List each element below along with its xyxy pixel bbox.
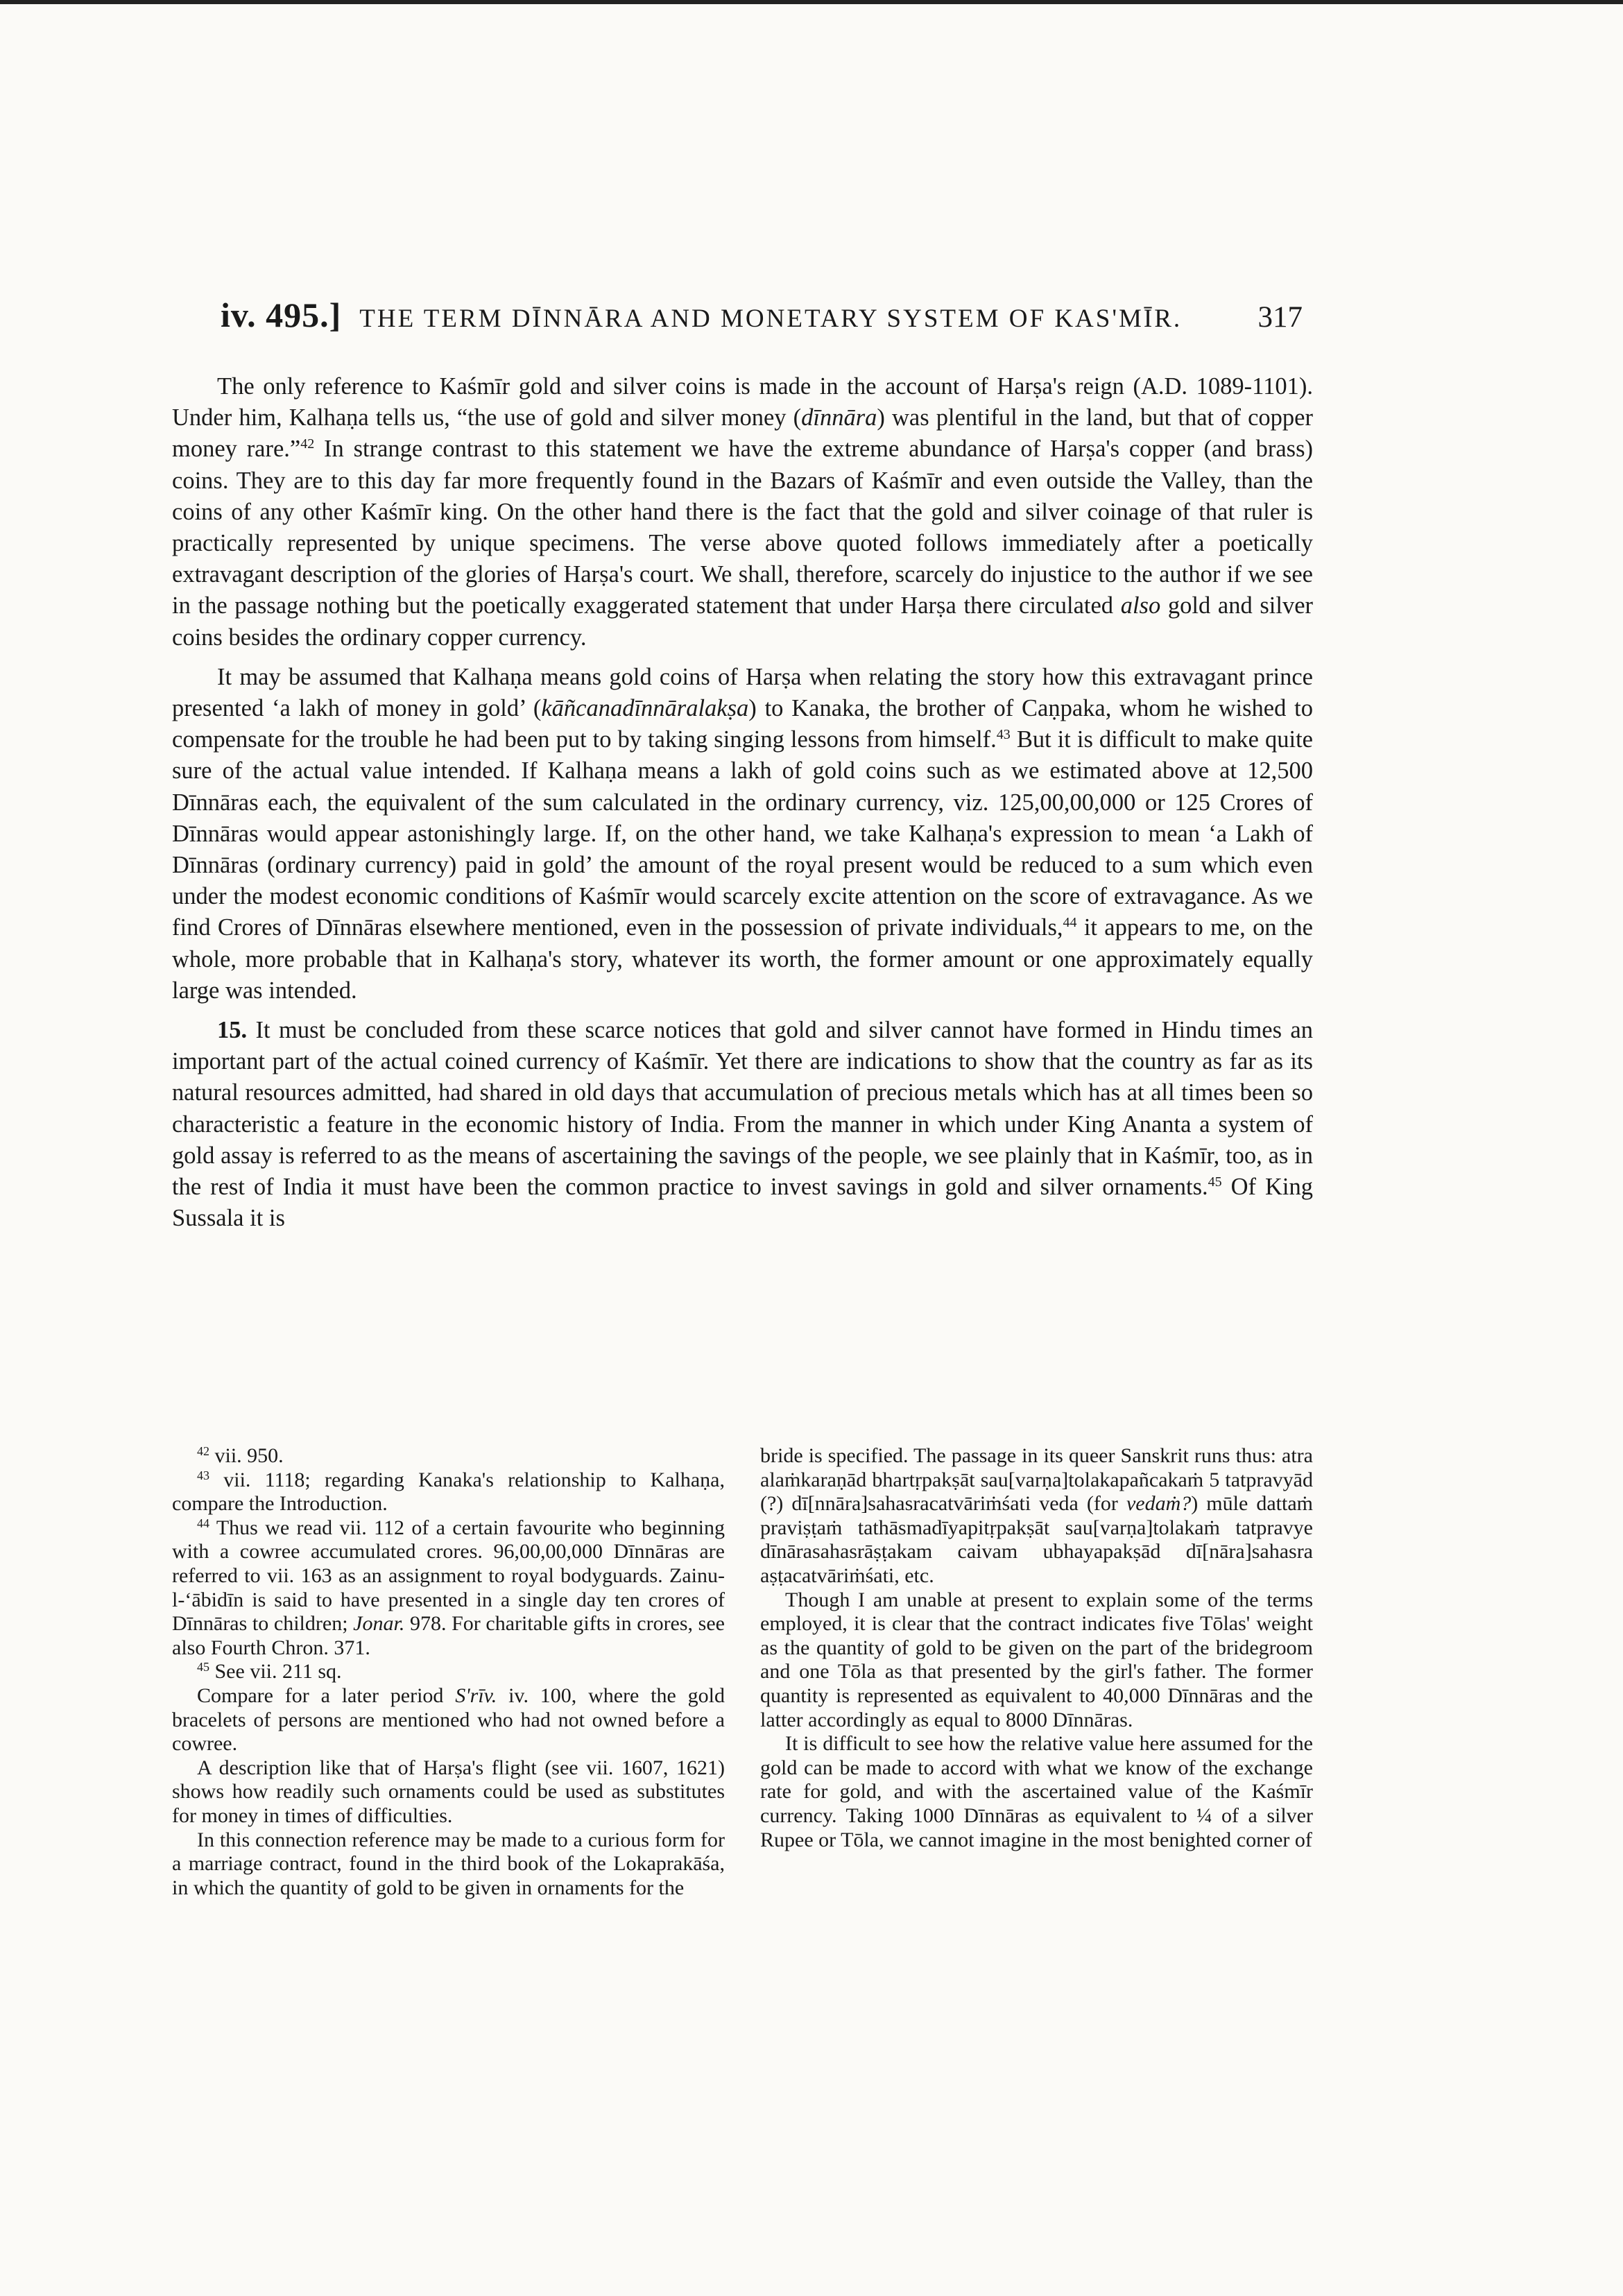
text-run: In strange contrast to this statement we have the extreme abundance of Harṣa's copper (and brass) coins. They are to this day far more frequently found in the Bazars of Kaśmīr and even outside the Valley, than the coins of any other Kaśmīr king. On the other hand there is the fact that the gold and silver coinage of that ruler is practically represented by unique specimens. The verse above quoted follows immediately after a poetically extravagant description of the glories of Harṣa's court. We shall, therefore, scarcely do injustice to the author if we see in the passage nothing but the poetically exaggerated statement that under Harṣa there circulated bbox=[172, 436, 1313, 619]
footnote-mark: 42 bbox=[197, 1444, 209, 1458]
footnote-mark: 44 bbox=[197, 1516, 209, 1530]
text-run: But it is difficult to make quite sure of the actual value intended. If Kalhaṇa means a lakh of gold coins such as we estimated above at 12,500 Dīnnāras each, the equivalent of the sum calculated in the ordinary currency, viz. 125,00,00,000 or 125 Crores of Dīnnāras would appear astonishingly large. If, on the other hand, we take Kalhaṇa's expression to mean ‘a Lakh of Dīnnāras (ordinary currency) paid in gold’ the amount of the royal present would be reduced to a sum which even under the modest economic conditions of Kaśmīr would scarcely excite attention on the score of extravagance. As we find Crores of Dīnnāras elsewhere mentioned, even in the possession of private individuals, bbox=[172, 726, 1313, 941]
footnote-45-continued: Though I am unable at present to explain some of the terms employed, it is clear that the contract indicates five Tōlas' weight as the quantity of gold to be given on the part of the bridegroom and one Tōla as that presented by the girl's father. The former quantity is represented as equivalent to 40,000 Dīnnāras and the latter accordingly as equal to 8000 Dīnnāras. bbox=[760, 1588, 1313, 1731]
footnote-mark: 43 bbox=[197, 1468, 209, 1482]
italic-term: S'rīv. bbox=[455, 1684, 497, 1707]
footnote-ref-44: 44 bbox=[1063, 915, 1077, 931]
paragraph-3 bbox=[172, 1015, 1313, 1234]
section-reference: iv. 495.] bbox=[221, 295, 342, 334]
footnote-45-continued: A description like that of Harṣa's flight (see vii. 1607, 1621) shows how readily such ornaments could be used as substitutes for money in times of difficulties. bbox=[172, 1756, 725, 1827]
paragraph-2 bbox=[172, 662, 1313, 1006]
running-head bbox=[221, 295, 1303, 335]
footnote-ref-45: 45 bbox=[1208, 1174, 1222, 1190]
text-run: It must be concluded from these scarce notices that gold and silver cannot have formed in Hindu times an important part of the actual coined currency of Kaśmīr. Yet there are indications to show that the country as far as its natural resources admitted, had shared in old days that accumulation of precious metals which has at all times been so characteristic a feature in the economic history of India. From the manner in which under King Ananta a system of gold assay is referred to as the means of ascertaining the savings of the people, we see plainly that in Kaśmīr, too, as in the rest of India it must have been the common practice to invest savings in gold and silver ornaments. bbox=[172, 1017, 1313, 1201]
footnote-44 bbox=[172, 1516, 725, 1661]
text-run: The only reference to Kaśmīr gold and silver coins is made in the account of Harṣa's reign (A.D. 1089-1101). Under him, Kalhaṇa tells us, “the use of gold and silver money ( bbox=[172, 373, 1313, 431]
section-number: 15. bbox=[217, 1017, 248, 1044]
italic-term: also bbox=[1120, 592, 1161, 619]
footnote-ref-43: 43 bbox=[996, 727, 1011, 743]
footnotes-left-column bbox=[172, 1444, 725, 1900]
italic-term: kāñcanadīnnāralakṣa bbox=[541, 695, 749, 722]
page-top-rule bbox=[0, 0, 1623, 4]
text-run: it appears to me, on the whole, more probable that in Kalhaṇa's story, whatever its worth, the former amount or one approximately equally large was intended. bbox=[172, 914, 1313, 1004]
footnote-text: vii. 1118; regarding Kanaka's relationship to Kalhaṇa, compare the Introduction. bbox=[172, 1468, 725, 1516]
page-number: 317 bbox=[1257, 301, 1303, 334]
paragraph-1 bbox=[172, 371, 1313, 653]
footnote-ref-42: 42 bbox=[300, 436, 315, 452]
footnote-text: ) mūle dattaṁ praviṣṭaṁ tathāsmadīyapitṛpakṣāt sau[varṇa]tolakaṁ tatpravye dīnārasahasrāṣṭakam caivam ubhayapakṣād dī[nāra]sahasra aṣṭacatvāriṁśati, etc. bbox=[760, 1492, 1313, 1587]
italic-term: vedaṁ? bbox=[1126, 1492, 1192, 1516]
footnote-mark: 45 bbox=[197, 1660, 209, 1674]
footnote-text: See vii. 211 sq. bbox=[209, 1660, 342, 1684]
footnote-text: Thus we read vii. 112 of a certain favourite who beginning with a cowree accumulated crores. 96,00,00,000 Dīnnāras are referred to vii. 163 as an assignment to royal bodyguards. Zainu-l-‘ābidīn is said to have presented in a single day ten crores of Dīnnāras to children; bbox=[172, 1516, 725, 1636]
footnote-45-continued: In this connection reference may be made to a curious form for a marriage contract, found in the third book of the Lokaprakāśa, in which the quantity of gold to be given in ornaments for the bbox=[172, 1828, 725, 1899]
footnote-45-continued bbox=[760, 1444, 1313, 1588]
footnote-45 bbox=[172, 1660, 725, 1684]
footnote-42 bbox=[172, 1444, 725, 1468]
footnote-text: Compare for a later period bbox=[197, 1684, 456, 1707]
footnote-45-continued: It is difficult to see how the relative value here assumed for the gold can be made to accord with what we know of the exchange rate for gold, and with the ascertained value of the Kaśmīr currency. Taking 1000 Dīnnāras as equivalent to ¼ of a silver Rupee or Tōla, we cannot imagine in the most benighted corner of bbox=[760, 1732, 1313, 1851]
footnote-text: bride is specified. The passage in its queer Sanskrit runs thus: atra alaṁkaraṇād bhartṛpakṣāt sau[varṇa]tolakapañcakaṁ 5 tatpravyād (?) dī[nnāra]sahasracatvāriṁśati veda (for bbox=[760, 1444, 1313, 1516]
footnotes-right-column bbox=[760, 1444, 1313, 1900]
italic-term: Jonar. bbox=[353, 1612, 405, 1636]
text-run: It may be assumed that Kalhaṇa means gold coins of Harṣa when relating the story how this extravagant prince presented ‘a lakh of money in gold’ ( bbox=[172, 663, 1313, 722]
text-run: Of King Sussala it is bbox=[172, 1174, 1314, 1232]
text-run: ) to Kanaka, the brother of Caṇpaka, whom he wished to compensate for the trouble he had been put to by taking singing lessons from himself. bbox=[172, 695, 1313, 753]
italic-term: dīnnāra bbox=[801, 404, 877, 431]
footnote-43 bbox=[172, 1468, 725, 1516]
text-run: ) was plentiful in the land, but that of copper money rare.” bbox=[172, 404, 1313, 463]
footnote-text: iv. 100, where the gold bracelets of persons are mentioned who had not owned before a cowree. bbox=[172, 1684, 725, 1756]
footnote-text: vii. 950. bbox=[209, 1444, 284, 1467]
footnote-text: 978. For charitable gifts in crores, see also Fourth Chron. 371. bbox=[172, 1612, 725, 1659]
text-run: gold and silver coins besides the ordinary copper currency. bbox=[172, 592, 1314, 651]
footnotes bbox=[172, 1444, 1313, 1900]
footnote-45-continued bbox=[172, 1684, 725, 1756]
page-title: THE TERM DĪNNĀRA AND MONETARY SYSTEM OF KAS'MĪR. bbox=[359, 305, 1183, 333]
main-text bbox=[172, 371, 1313, 1242]
